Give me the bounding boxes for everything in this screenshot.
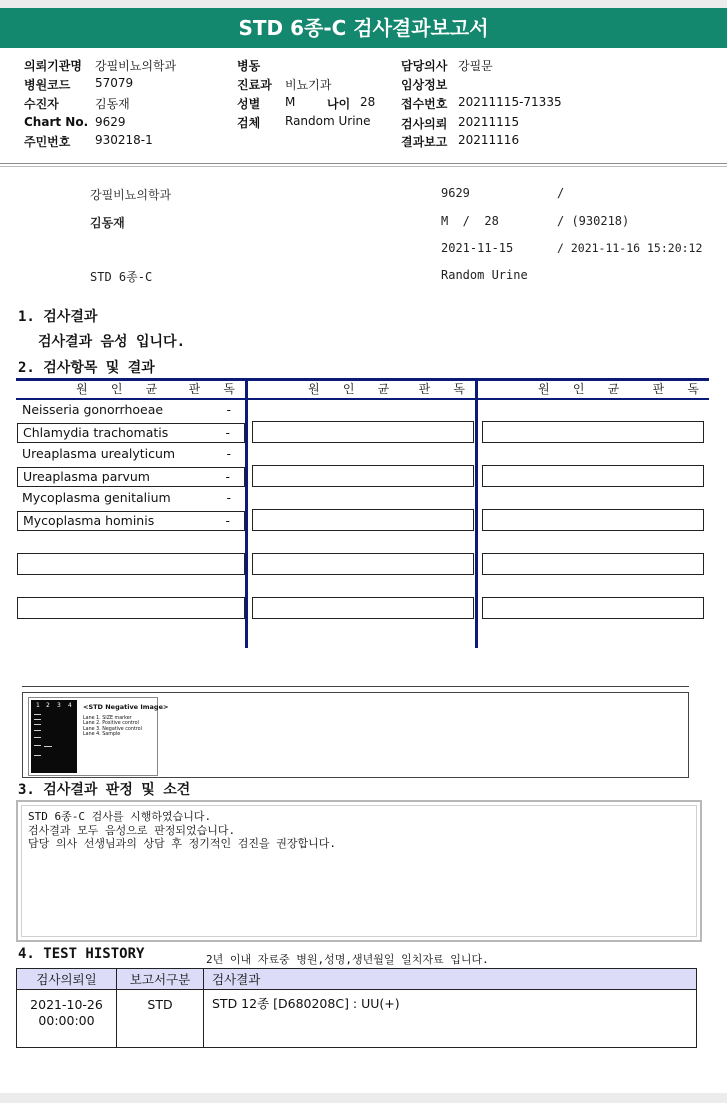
lane-number: 1 bbox=[36, 702, 40, 709]
header-label: 임상정보 bbox=[401, 78, 448, 92]
lane-desc: Lane 4. Sample bbox=[83, 732, 121, 737]
organism-name: Ureaplasma urealyticum bbox=[22, 446, 176, 461]
marker-band bbox=[34, 724, 41, 725]
header-divider bbox=[0, 163, 727, 164]
bottom-strip bbox=[0, 1093, 727, 1103]
history-header-row bbox=[17, 969, 697, 990]
marker-band bbox=[34, 755, 41, 756]
header-row bbox=[401, 115, 520, 132]
organism-name: Neisseria gonorrhoeae bbox=[22, 402, 164, 417]
patient-name: 김동재 bbox=[90, 216, 125, 230]
gel-electrophoresis-image bbox=[31, 700, 77, 773]
gel-title: <STD Negative Image> bbox=[83, 703, 169, 711]
result-row bbox=[17, 423, 245, 443]
lane-desc: Lane 2. Positive control bbox=[83, 721, 139, 726]
grid-divider bbox=[475, 378, 478, 648]
lane-number: 2 bbox=[46, 702, 50, 709]
history-table bbox=[16, 968, 697, 1048]
header-value: 강필비뇨의학과 bbox=[95, 59, 177, 73]
empty-cell bbox=[482, 465, 704, 487]
empty-cell bbox=[482, 421, 704, 443]
top-strip bbox=[0, 0, 727, 8]
judge-value: - bbox=[226, 490, 231, 505]
result-grid bbox=[16, 378, 709, 648]
marker-band bbox=[34, 745, 41, 746]
header-row bbox=[24, 133, 153, 150]
header-row bbox=[401, 76, 447, 93]
history-date-value: 2021-10-26 bbox=[30, 997, 103, 1013]
header-label: 담당의사 bbox=[401, 59, 448, 73]
organism-header: 원 인 균 bbox=[538, 382, 628, 396]
header-row bbox=[24, 95, 130, 112]
grid-header bbox=[16, 381, 245, 398]
gel-image bbox=[28, 697, 169, 776]
grid-border bbox=[16, 398, 709, 400]
header-label: 결과보고 bbox=[401, 135, 448, 149]
opinion-box bbox=[16, 800, 702, 942]
image-divider bbox=[22, 686, 689, 687]
patient-birth: / (930218) bbox=[557, 214, 630, 228]
empty-cell bbox=[482, 509, 704, 531]
header-label: 접수번호 bbox=[401, 97, 448, 111]
judge-value: - bbox=[225, 469, 230, 484]
header-label: 병원코드 bbox=[24, 78, 71, 92]
header-label: 검사의뢰 bbox=[401, 117, 448, 131]
empty-cell bbox=[482, 597, 704, 619]
gel-caption bbox=[83, 704, 168, 738]
header-value: 20211116 bbox=[458, 133, 520, 147]
header-row bbox=[237, 57, 260, 74]
header-label: 주민번호 bbox=[24, 135, 71, 149]
empty-cell bbox=[482, 553, 704, 575]
organism-header: 원 인 균 bbox=[308, 382, 398, 396]
patient-report-datetime: / 2021-11-16 15:20:12 bbox=[557, 241, 703, 255]
judge-header: 판 독 bbox=[188, 382, 243, 396]
grid-header bbox=[478, 381, 709, 398]
organism-name: Ureaplasma parvum bbox=[23, 469, 150, 484]
history-type: STD bbox=[117, 990, 204, 1048]
judge-header: 판 독 bbox=[418, 382, 473, 396]
lane-desc: Lane 1. SIZE marker bbox=[83, 715, 132, 721]
section3-title: 3. 검사결과 판정 및 소견 bbox=[18, 782, 191, 798]
history-col-header: 보고서구분 bbox=[117, 969, 204, 990]
section4-title: 4. TEST HISTORY bbox=[18, 946, 145, 962]
header-value: 20211115 bbox=[458, 115, 520, 129]
empty-cell bbox=[252, 465, 474, 487]
history-row bbox=[17, 990, 697, 1048]
lane-number: 4 bbox=[68, 702, 72, 709]
header-row bbox=[401, 57, 493, 74]
result-row bbox=[17, 467, 245, 487]
judge-value: - bbox=[225, 425, 230, 440]
result-row bbox=[17, 401, 245, 421]
opinion-text bbox=[21, 805, 697, 937]
header-value: 강필문 bbox=[458, 59, 493, 73]
organism-header: 원 인 균 bbox=[76, 382, 166, 396]
header-label: 수진자 bbox=[24, 97, 59, 111]
header-row bbox=[24, 115, 126, 129]
control-band bbox=[44, 746, 52, 747]
organism-name: Chlamydia trachomatis bbox=[23, 425, 169, 440]
judge-value: - bbox=[226, 402, 231, 417]
header-value: M bbox=[285, 95, 296, 109]
opinion-line: 검사결과 모두 음성으로 판정되었습니다. bbox=[28, 823, 236, 837]
marker-band bbox=[34, 719, 41, 720]
grid-header bbox=[248, 381, 475, 398]
header-label: 진료과 bbox=[237, 78, 272, 92]
header-value: 20211115-71335 bbox=[458, 95, 562, 109]
patient-sex-age: M / 28 bbox=[441, 214, 499, 228]
header-label: 검체 bbox=[237, 116, 261, 130]
history-col-header: 검사의뢰일 bbox=[17, 969, 117, 990]
judge-value: - bbox=[225, 513, 230, 528]
lane-desc: Lane 3. Negative control bbox=[83, 726, 142, 732]
patient-separator: / bbox=[557, 186, 565, 200]
organism-name: Mycoplasma hominis bbox=[23, 513, 155, 528]
report-title: STD 6종-C 검사결과보고서 bbox=[0, 8, 727, 48]
header-row bbox=[237, 76, 332, 93]
marker-band bbox=[34, 714, 41, 715]
header-label: 성별 bbox=[237, 97, 261, 111]
opinion-line: STD 6종-C 검사를 시행하였습니다. bbox=[28, 810, 212, 823]
header-value: 28 bbox=[360, 95, 376, 109]
marker-band bbox=[34, 737, 41, 738]
empty-cell bbox=[17, 597, 245, 619]
header-row bbox=[24, 57, 177, 74]
patient-clinic: 강필비뇨의학과 bbox=[90, 188, 172, 202]
result-row bbox=[17, 445, 245, 465]
section1-title: 1. 검사결과 bbox=[18, 309, 98, 325]
patient-test-name: STD 6종-C bbox=[90, 270, 153, 284]
gel-image-box bbox=[22, 692, 689, 778]
grid-divider bbox=[245, 378, 248, 648]
header-label: 의뢰기관명 bbox=[24, 59, 82, 73]
lane-number: 3 bbox=[57, 702, 61, 709]
empty-cell bbox=[252, 553, 474, 575]
empty-cell bbox=[252, 597, 474, 619]
header-value: 57079 bbox=[95, 76, 134, 90]
header-value: Random Urine bbox=[285, 114, 371, 128]
header-divider bbox=[0, 166, 727, 167]
result-row bbox=[17, 489, 245, 509]
patient-request-date: 2021-11-15 bbox=[441, 241, 514, 255]
header-row bbox=[401, 133, 520, 150]
history-col-header: 검사결과 bbox=[204, 969, 697, 990]
header-value: 비뇨기과 bbox=[285, 78, 332, 92]
judge-header: 판 독 bbox=[652, 382, 707, 396]
header-row bbox=[401, 95, 562, 112]
history-time-value: 00:00:00 bbox=[38, 1013, 95, 1029]
empty-cell bbox=[252, 509, 474, 531]
judge-value: - bbox=[226, 446, 231, 461]
organism-name: Mycoplasma genitalium bbox=[22, 490, 171, 505]
section2-title: 2. 검사항목 및 결과 bbox=[18, 360, 155, 376]
empty-cell bbox=[252, 421, 474, 443]
result-row bbox=[17, 511, 245, 531]
empty-cell bbox=[17, 553, 245, 575]
history-note: 2년 이내 자료중 병원,성명,생년월일 일치자료 입니다. bbox=[206, 953, 489, 966]
patient-chart-no: 9629 bbox=[441, 186, 470, 200]
history-date bbox=[17, 990, 117, 1048]
section1-body: 검사결과 음성 입니다. bbox=[38, 334, 186, 350]
header-value: 9629 bbox=[95, 115, 126, 129]
header-row bbox=[24, 76, 134, 93]
header-value: 김동재 bbox=[95, 97, 130, 111]
history-result: STD 12종 [D680208C] : UU(+) bbox=[204, 990, 697, 1048]
opinion-line: 담당 의사 선생님과의 상담 후 정기적인 검진을 권장합니다. bbox=[28, 837, 337, 850]
header-label: Chart No. bbox=[24, 115, 89, 129]
header-value: 930218-1 bbox=[95, 133, 153, 147]
header-label: 병동 bbox=[237, 59, 261, 73]
marker-band bbox=[34, 730, 41, 731]
patient-specimen: Random Urine bbox=[441, 268, 528, 282]
header-row bbox=[237, 114, 371, 131]
header-label: 나이 bbox=[327, 97, 351, 111]
header-row bbox=[237, 95, 376, 112]
